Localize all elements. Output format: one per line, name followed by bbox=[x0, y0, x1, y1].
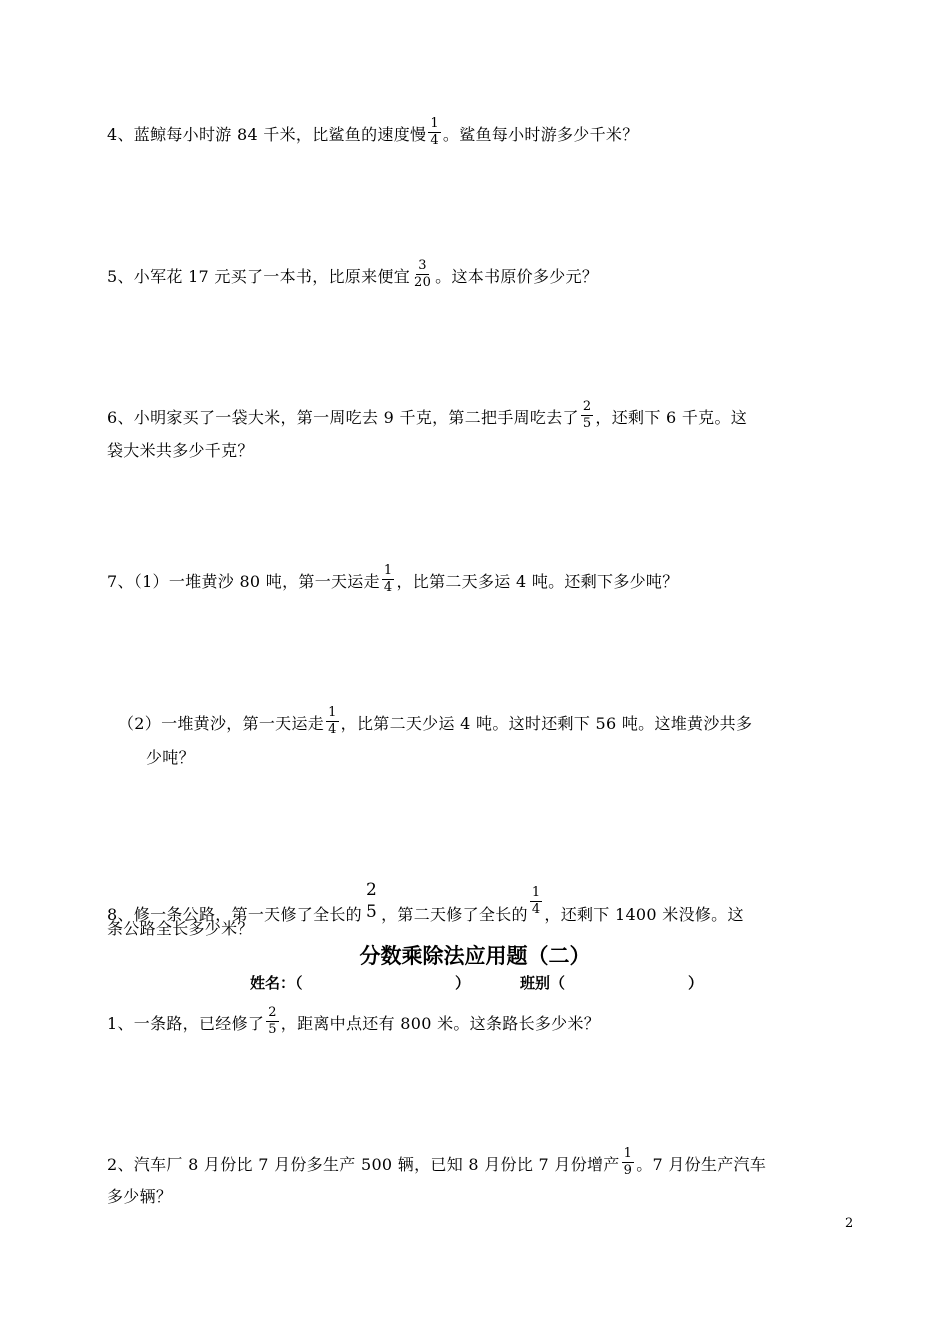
question-5-text-before: 5、小军花 17 元买了一本书，比原来便宜 bbox=[107, 267, 411, 286]
fraction: 2 5 bbox=[365, 880, 378, 922]
name-close-paren: ） bbox=[455, 974, 471, 992]
section-title: 分数乘除法应用题（二） bbox=[359, 944, 591, 968]
question-8-text-before: 8、修一条公路，第一天修了全长的 bbox=[107, 905, 362, 924]
fraction: $\frac{1}{4}$ bbox=[328, 705, 337, 737]
question-6-text-before: 6、小明家买了一袋大米，第一周吃去 9 千克，第二把手周吃去了 bbox=[107, 408, 579, 427]
question-4-text-after: 。鲨鱼每小时游多少千米？ bbox=[442, 125, 639, 144]
question-7-part-2 bbox=[118, 705, 753, 740]
question-7-1-text-after: ，比第二天多运 4 吨。还剩下多少吨？ bbox=[396, 572, 679, 591]
question-6 bbox=[107, 399, 748, 434]
page-number: 2 bbox=[845, 1216, 854, 1231]
fraction: $\frac{2}{5}$ bbox=[268, 1005, 277, 1037]
question-7-2-line-2: 少吨？ bbox=[146, 748, 195, 767]
section-question-1-text-before: 1、一条路，已经修了 bbox=[107, 1014, 265, 1033]
section-question-2-text-after: 。7 月份生产汽车 bbox=[636, 1155, 767, 1174]
fraction: $\frac{1}{4}$ bbox=[430, 116, 439, 148]
question-4-text-before: 4、蓝鲸每小时游 84 千米，比鲨鱼的速度慢 bbox=[107, 125, 427, 144]
question-5 bbox=[107, 258, 599, 293]
question-7-part-1 bbox=[107, 563, 679, 598]
question-8-line-2: 条公路全长多少米？ bbox=[107, 919, 254, 938]
fraction: $\frac{2}{5}$ bbox=[582, 399, 592, 431]
question-7-2-text-before: （2）一堆黄沙，第一天运走 bbox=[118, 714, 325, 733]
section-question-2-line-2: 多少辆？ bbox=[107, 1187, 173, 1206]
fraction: $\frac{3}{20}$ bbox=[414, 258, 432, 290]
name-label: 姓名：（ bbox=[250, 974, 303, 992]
fraction: $\frac{1}{4}$ bbox=[531, 885, 541, 917]
question-8-text-after: ，还剩下 1400 米没修。这 bbox=[544, 905, 744, 924]
section-question-2 bbox=[107, 1146, 767, 1181]
fraction: $\frac{1}{9}$ bbox=[623, 1146, 633, 1178]
question-4 bbox=[107, 116, 639, 151]
section-question-1 bbox=[107, 1005, 601, 1040]
section-question-2-text-before: 2、汽车厂 8 月份比 7 月份多生产 500 辆，已知 8 月份比 7 月份增产 bbox=[107, 1155, 620, 1174]
question-8-text-middle: ，第二天修了全长的 bbox=[381, 905, 528, 924]
class-close-paren: ） bbox=[688, 974, 704, 992]
question-7-1-text-before: 7、（1）一堆黄沙 80 吨，第一天运走 bbox=[107, 572, 380, 591]
section-question-1-text-after: ，距离中点还有 800 米。这条路长多少米？ bbox=[280, 1014, 601, 1033]
question-7-2-text-after: ，比第二天少运 4 吨。这时还剩下 56 吨。这堆黄沙共多 bbox=[340, 714, 753, 733]
fraction: $\frac{1}{4}$ bbox=[383, 563, 393, 595]
question-6-text-after: ，还剩下 6 千克。这 bbox=[595, 408, 748, 427]
question-5-text-after: 。这本书原价多少元？ bbox=[435, 267, 599, 286]
question-6-line-2: 袋大米共多少千克？ bbox=[107, 441, 254, 460]
class-label: 班别（ bbox=[520, 974, 566, 992]
